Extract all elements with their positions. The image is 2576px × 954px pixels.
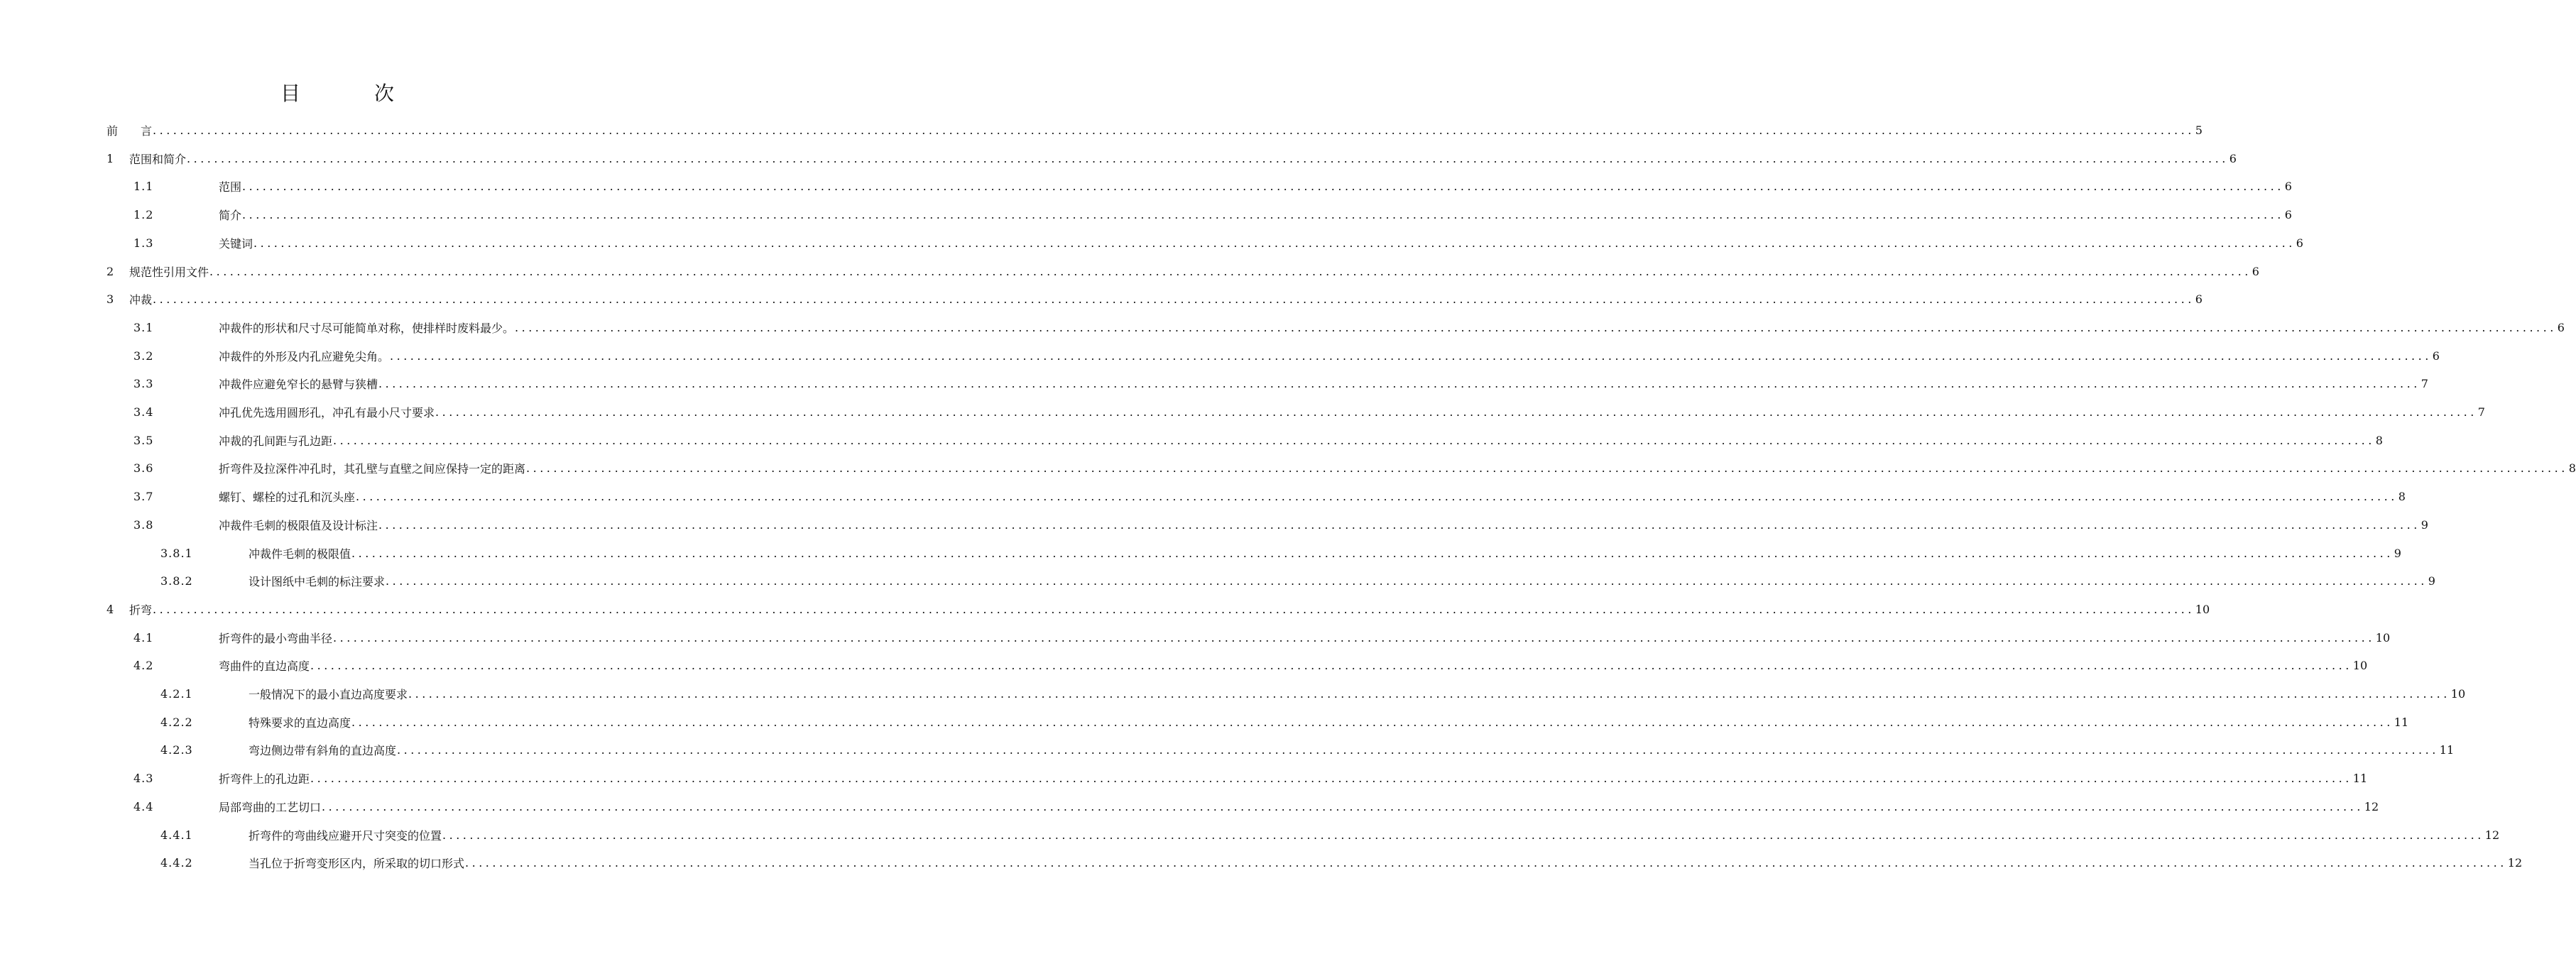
toc-entry-page-number: 9 [2394, 546, 2401, 560]
toc-entry-page-number: 11 [2394, 715, 2409, 729]
toc-entry-page-number: 8 [2375, 433, 2383, 447]
toc-entry[interactable] [160, 680, 2466, 708]
toc-entry-label: 折弯件及拉深件冲孔时，其孔壁与直壁之间应保持一定的距离 [219, 462, 526, 476]
toc-entry[interactable] [133, 764, 2368, 792]
toc-entry-page-number: 6 [2195, 292, 2203, 307]
toc-entry-page-number: 7 [2477, 405, 2485, 419]
toc-entry-number: 3.7 [133, 490, 154, 504]
toc-leader-dots: ............................................................................................................................................................................................................................................................................................................ [378, 377, 2421, 391]
toc-entry-label: 螺钉、螺栓的过孔和沉头座 [219, 490, 356, 505]
toc-entry-page-number: 9 [2421, 517, 2428, 532]
toc-entry-number: 4.2.3 [160, 743, 193, 757]
toc-entry-label: 弯曲件的直边高度 [219, 659, 310, 674]
toc-entry[interactable] [107, 258, 2259, 285]
toc-entry-label: 简介 [219, 209, 242, 223]
toc-leader-dots: ............................................................................................................................................................................................................................................................................................................ [310, 659, 2352, 673]
toc-entry-number: 4.2.2 [160, 715, 193, 729]
toc-entry-label: 关键词 [219, 236, 253, 251]
toc-entry-page-number: 6 [2557, 320, 2565, 334]
toc-entry-label: 冲裁件毛刺的极限值 [249, 547, 351, 561]
toc-leader-dots: ............................................................................................................................................................................................................................................................................................................ [351, 715, 2394, 729]
toc-entry-page-number: 6 [2296, 236, 2303, 250]
toc-entry-number: 3.6 [133, 461, 154, 476]
toc-entry-number: 4.4 [133, 799, 154, 813]
toc-leader-dots: ............................................................................................................................................................................................................................................................................................................ [390, 349, 2432, 363]
toc-entry-label: 折弯件的弯曲线应避开尺寸突变的位置 [249, 828, 442, 843]
toc-entry-page-number: 7 [2421, 377, 2428, 391]
toc-leader-dots: ............................................................................................................................................................................................................................................................................................................ [333, 433, 2375, 447]
toc-entry-number: 3.3 [133, 377, 154, 391]
toc-leader-dots: ............................................................................................................................................................................................................................................................................................................ [408, 687, 2450, 701]
toc-entry-page-number: 12 [2484, 828, 2500, 842]
toc-entry[interactable] [160, 539, 2401, 567]
toc-leader-dots: ............................................................................................................................................................................................................................................................................................................ [322, 799, 2364, 813]
toc-entry-page-number: 6 [2284, 180, 2292, 194]
toc-entry-label: 折弯 [129, 603, 153, 617]
toc-leader-dots: ............................................................................................................................................................................................................................................................................................................ [209, 264, 2252, 278]
toc-entry-page-number: 5 [2195, 124, 2203, 137]
toc-entry-page-number: 8 [2568, 461, 2576, 476]
toc-leader-dots: ............................................................................................................................................................................................................................................................................................................ [397, 743, 2439, 757]
toc-entry[interactable] [133, 454, 2576, 482]
toc-entry-label: 冲裁件应避免窄长的悬臂与狭槽 [219, 378, 378, 392]
toc-entry-page-number: 10 [2195, 602, 2210, 616]
toc-entry-page-number: 6 [2284, 208, 2292, 222]
toc-entry-number: 3 [107, 292, 115, 307]
toc-entry[interactable] [133, 201, 2292, 229]
toc-leader-dots: ............................................................................................................................................................................................................................................................................................................ [153, 124, 2195, 137]
toc-entry-label: 冲孔优先选用圆形孔，冲孔有最小尺寸要求 [219, 406, 435, 420]
toc-leader-dots: ............................................................................................................................................................................................................................................................................................................ [378, 517, 2421, 532]
toc-entry-label: 冲裁件的形状和尺寸尽可能简单对称，使排样时废料最少。 [219, 321, 515, 335]
title-char-1: 目 [280, 82, 300, 105]
toc-leader-dots: ............................................................................................................................................................................................................................................................................................................ [356, 490, 2398, 504]
toc-entry[interactable] [160, 567, 2435, 595]
toc-leader-dots: ............................................................................................................................................................................................................................................................................................................ [333, 630, 2375, 645]
toc-entry-label: 冲裁件的外形及内孔应避免尖角。 [219, 349, 390, 363]
toc-entry[interactable] [133, 172, 2292, 200]
toc-entry-page-number: 8 [2398, 490, 2406, 504]
toc-entry-label: 当孔位于折弯变形区内，所采取的切口形式 [249, 857, 465, 871]
toc-leader-dots: ............................................................................................................................................................................................................................................................................................................ [351, 546, 2394, 560]
toc-entry-label: 前 言 [107, 124, 153, 138]
toc-entry-number: 3.8.2 [160, 574, 193, 588]
toc-entry-number: 3.5 [133, 433, 154, 447]
toc-leader-dots: ............................................................................................................................................................................................................................................................................................................ [242, 180, 2284, 194]
toc-entry-number: 4.2.1 [160, 687, 193, 701]
toc-entry-number: 4.4.1 [160, 828, 193, 842]
toc-entry[interactable] [133, 427, 2383, 454]
toc-entry-page-number: 6 [2252, 264, 2259, 278]
toc-leader-dots: ............................................................................................................................................................................................................................................................................................................ [187, 151, 2229, 165]
toc-entry[interactable] [133, 793, 2379, 821]
toc-entry-number: 2 [107, 264, 115, 278]
toc-entry-page-number: 10 [2375, 630, 2391, 645]
toc-entry-number: 4 [107, 602, 115, 616]
toc-entry[interactable] [133, 229, 2303, 257]
toc-entry[interactable] [133, 342, 2440, 370]
toc-entry[interactable] [107, 596, 2210, 623]
toc-entry-label: 范围和简介 [129, 152, 187, 166]
toc-entry-label: 冲裁 [129, 293, 153, 307]
toc-leader-dots: ............................................................................................................................................................................................................................................................................................................ [253, 236, 2296, 250]
toc-entry-label: 特殊要求的直边高度 [249, 716, 351, 730]
toc-leader-dots: ............................................................................................................................................................................................................................................................................................................ [242, 208, 2284, 222]
toc-entry[interactable] [160, 708, 2409, 736]
toc-leader-dots: ............................................................................................................................................................................................................................................................................................................ [435, 405, 2477, 419]
toc-leader-dots: ............................................................................................................................................................................................................................................................................................................ [515, 320, 2557, 334]
toc-entry-number: 3.4 [133, 405, 154, 419]
toc-leader-dots: ............................................................................................................................................................................................................................................................................................................ [153, 292, 2195, 307]
toc-entry-page-number: 11 [2439, 743, 2455, 757]
toc-entry-label: 局部弯曲的工艺切口 [219, 800, 322, 814]
toc-entry-label: 规范性引用文件 [129, 265, 209, 279]
toc-entry[interactable] [133, 652, 2368, 679]
toc-entry-page-number: 10 [2352, 659, 2368, 673]
toc-leader-dots: ............................................................................................................................................................................................................................................................................................................ [153, 602, 2195, 616]
toc-entry[interactable] [133, 511, 2428, 539]
toc-entry-label: 冲裁的孔间距与孔边距 [219, 434, 333, 448]
toc-leader-dots: ............................................................................................................................................................................................................................................................................................................ [442, 828, 2484, 842]
toc-entry-number: 3.1 [133, 320, 154, 334]
toc-entry-label: 弯边侧边带有斜角的直边高度 [249, 744, 397, 758]
toc-entry-number: 4.1 [133, 630, 154, 645]
toc-entry[interactable] [160, 849, 2523, 877]
toc-entry-label: 一般情况下的最小直边高度要求 [249, 688, 408, 701]
toc-leader-dots: ............................................................................................................................................................................................................................................................................................................ [526, 461, 2568, 476]
toc-entry[interactable] [133, 624, 2391, 652]
toc-entry-number: 4.4.2 [160, 856, 193, 870]
toc-entry-number: 3.2 [133, 349, 154, 363]
toc-entry-number: 4.3 [133, 772, 154, 786]
toc-entry-label: 设计图纸中毛刺的标注要求 [249, 575, 386, 589]
toc-entry-page-number: 12 [2507, 856, 2523, 870]
toc-entry-page-number: 12 [2364, 799, 2379, 813]
toc-entry-number: 1 [107, 151, 115, 165]
toc-entry-number: 4.2 [133, 659, 154, 673]
toc-entry-number: 1.3 [133, 236, 154, 250]
page-title [0, 80, 675, 108]
toc-entry-page-number: 6 [2432, 349, 2440, 363]
toc-entry-label: 冲裁件毛刺的极限值及设计标注 [219, 518, 378, 532]
toc-entry-label: 折弯件的最小弯曲半径 [219, 631, 333, 645]
toc-entry[interactable] [107, 285, 2203, 313]
toc-entry-number: 3.8 [133, 517, 154, 532]
toc-entry[interactable] [160, 736, 2455, 764]
toc-entry-page-number: 9 [2428, 574, 2435, 588]
toc-entry[interactable] [107, 145, 2237, 172]
toc-entry-number: 1.2 [133, 208, 154, 222]
toc-leader-dots: ............................................................................................................................................................................................................................................................................................................ [310, 772, 2352, 786]
toc-entry-page-number: 11 [2352, 772, 2368, 786]
toc-entry[interactable] [107, 116, 2203, 144]
toc-entry-label: 范围 [219, 180, 242, 194]
toc-entry-page-number: 10 [2450, 687, 2466, 701]
toc-entry[interactable] [160, 821, 2500, 849]
toc-entry[interactable] [133, 483, 2406, 510]
toc-leader-dots: ............................................................................................................................................................................................................................................................................................................ [465, 856, 2507, 870]
toc-entry-page-number: 6 [2229, 151, 2237, 165]
toc-entry-number: 3.8.1 [160, 546, 193, 560]
toc-entry-number: 1.1 [133, 180, 154, 194]
toc-entry-label: 折弯件上的孔边距 [219, 772, 310, 786]
toc-entry[interactable] [133, 398, 2485, 426]
toc-entry[interactable] [133, 370, 2428, 398]
title-char-2: 次 [374, 82, 395, 105]
toc-entry[interactable] [133, 314, 2565, 341]
toc-leader-dots: ............................................................................................................................................................................................................................................................................................................ [386, 574, 2428, 588]
